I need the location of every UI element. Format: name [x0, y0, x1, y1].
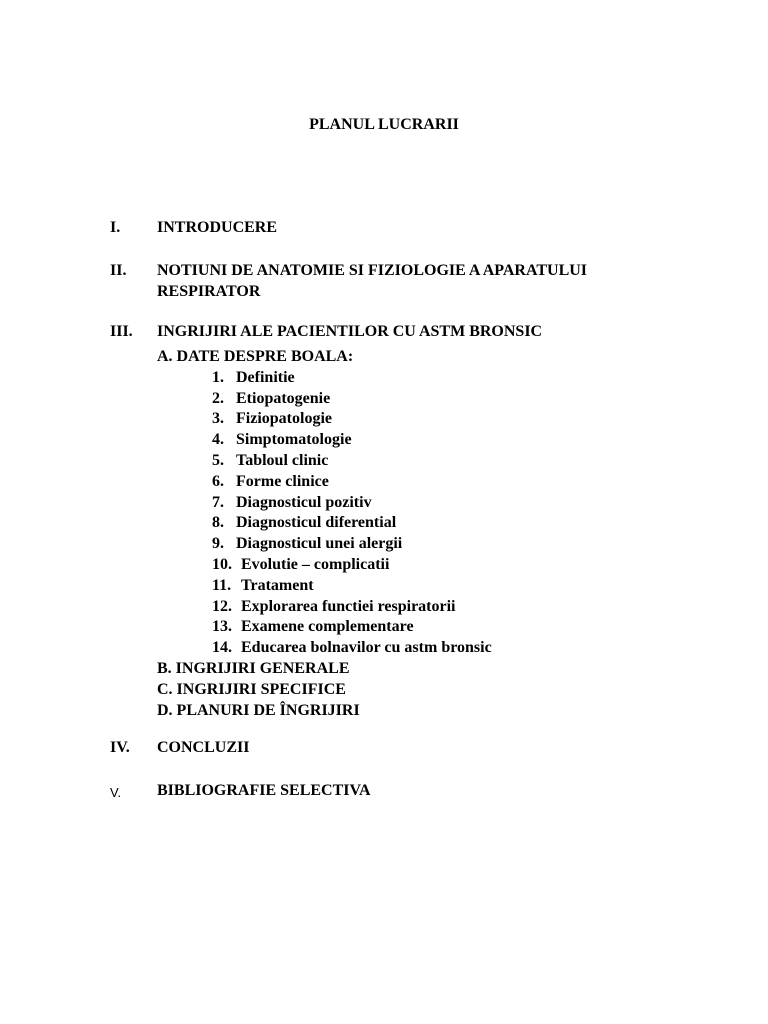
item-number: 1.	[212, 368, 224, 386]
subsection-list	[157, 346, 717, 720]
item-number: 10.	[212, 555, 232, 573]
list-item	[157, 616, 717, 637]
list-item	[157, 533, 717, 554]
section-heading: INGRIJIRI ALE PACIENTILOR CU ASTM BRONSIC	[157, 323, 543, 340]
item-text: Diagnosticul unei alergii	[236, 535, 403, 553]
item-number: 11.	[212, 576, 232, 594]
item-text: Forme clinice	[236, 472, 329, 490]
list-item	[157, 450, 717, 471]
section-heading: INTRODUCERE	[157, 219, 278, 236]
item-text: Diagnosticul pozitiv	[236, 493, 372, 511]
list-item	[157, 512, 717, 533]
item-text: Fiziopatologie	[236, 410, 332, 428]
item-number: 7.	[212, 493, 224, 511]
item-number: 9.	[212, 535, 224, 553]
item-text: Tabloul clinic	[236, 451, 329, 469]
list-item	[157, 596, 717, 617]
list-item	[157, 367, 717, 388]
section-heading-line: NOTIUNI DE ANATOMIE SI FIZIOLOGIE A APARATULUI	[157, 262, 588, 279]
list-item	[157, 492, 717, 513]
item-number: 8.	[212, 514, 224, 532]
item-text: Simptomatologie	[236, 431, 352, 449]
item-number: 5.	[212, 451, 224, 469]
section-number: II.	[110, 262, 127, 279]
item-number: 6.	[212, 472, 224, 490]
section-number: III.	[110, 323, 133, 340]
section-number: I.	[110, 219, 121, 236]
section-heading: CONCLUZII	[157, 739, 250, 756]
item-number: 12.	[212, 597, 232, 615]
numbered-list	[157, 367, 717, 658]
item-text: Diagnosticul diferential	[236, 514, 397, 532]
page-title: PLANUL LUCRARII	[309, 116, 459, 133]
item-number: 3.	[212, 410, 224, 428]
section-heading: BIBLIOGRAFIE SELECTIVA	[157, 782, 371, 799]
list-item	[157, 388, 717, 409]
list-item	[157, 429, 717, 450]
subsection-b-heading: B. INGRIJIRI GENERALE	[157, 659, 350, 677]
item-number: 13.	[212, 618, 232, 636]
list-item	[157, 408, 717, 429]
item-text: Etiopatogenie	[236, 389, 331, 407]
item-number: 2.	[212, 389, 224, 407]
item-text: Educarea bolnavilor cu astm bronsic	[241, 639, 492, 657]
item-text: Examene complementare	[241, 618, 414, 636]
item-number: 4.	[212, 431, 224, 449]
list-item	[157, 471, 717, 492]
section-heading	[157, 260, 587, 302]
section-number: IV.	[110, 739, 130, 756]
item-text: Definitie	[236, 368, 295, 386]
section-heading-line: RESPIRATOR	[157, 283, 261, 300]
section-number: V.	[110, 785, 122, 800]
item-text: Explorarea functiei respiratorii	[241, 597, 456, 615]
list-item	[157, 554, 717, 575]
subsection-d-heading: D. PLANURI DE ÎNGRIJIRI	[157, 701, 360, 719]
item-text: Evolutie – complicatii	[241, 555, 390, 573]
list-item	[157, 575, 717, 596]
item-text: Tratament	[241, 576, 314, 594]
subsection-a-heading: A. DATE DESPRE BOALA:	[157, 348, 354, 365]
subsection-c-heading: C. INGRIJIRI SPECIFICE	[157, 680, 346, 698]
list-item	[157, 637, 717, 658]
item-number: 14.	[212, 639, 232, 657]
